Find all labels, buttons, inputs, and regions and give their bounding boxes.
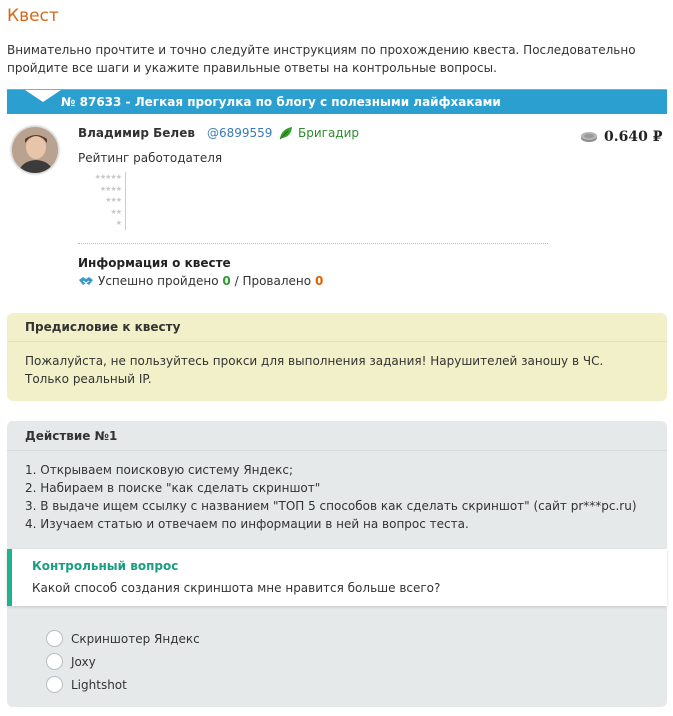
action-step: 2. Набираем в поиске "как сделать скриншот": [25, 481, 321, 495]
action-step: 4. Изучаем статью и отвечаем по информации в ней на вопрос теста.: [25, 517, 469, 531]
star-row-1: ★: [115, 219, 121, 227]
quest-title-bar: [7, 89, 667, 114]
leaf-icon: [278, 125, 294, 141]
radio-button[interactable]: [46, 676, 63, 693]
divider: [78, 243, 548, 244]
action-title: Действие №1: [25, 429, 118, 443]
radio-button[interactable]: [46, 653, 63, 670]
action-step: 3. В выдаче ищем ссылку с названием "ТОП 5 способов как сделать скриншот" (сайт pr***pc.ru): [25, 499, 637, 513]
avatar[interactable]: [11, 126, 59, 174]
page-title: Квест: [7, 6, 59, 26]
answer-option-joxy[interactable]: [46, 650, 200, 673]
quest-price: 0.640 ₽: [604, 129, 663, 145]
preface-divider: [7, 341, 667, 342]
passed-count: 0: [222, 274, 231, 288]
star-row-5: ★★★★★: [94, 173, 121, 181]
failed-label: Провалено: [242, 274, 312, 288]
avatar-image: [12, 127, 59, 174]
option-label: Lightshot: [71, 677, 127, 692]
control-question: [7, 549, 667, 606]
author-rank: Бригадир: [298, 126, 360, 140]
rating-label: Рейтинг работодателя: [78, 151, 223, 165]
author-name[interactable]: Владимир Белев: [78, 126, 195, 140]
answer-option-yandex[interactable]: [46, 627, 200, 650]
option-label: Скриншотер Яндекс: [71, 631, 200, 646]
author-handle[interactable]: @6899559: [207, 126, 273, 140]
quest-stats: [78, 274, 323, 288]
preface-title: Предисловие к квесту: [25, 320, 181, 334]
preface-panel: [7, 313, 667, 401]
failed-count: 0: [314, 274, 324, 288]
question-text: Какой способ создания скриншота мне нравится больше всего?: [32, 581, 441, 595]
star-row-3: ★★★: [105, 196, 121, 204]
info-title: Информация о квесте: [78, 256, 231, 270]
coin-icon: [580, 131, 598, 143]
option-label: Joxy: [71, 654, 96, 669]
preface-text: Пожалуйста, не пользуйтесь прокси для выполнения задания! Нарушителей заношу в ЧС. Только реальный IP.: [25, 354, 604, 386]
radio-button[interactable]: [46, 630, 63, 647]
answer-options: [46, 627, 200, 696]
passed-label: Успешно пройдено: [98, 274, 219, 288]
answer-option-lightshot[interactable]: [46, 673, 200, 696]
action-step: 1. Открываем поисковую систему Яндекс;: [25, 463, 294, 477]
stats-separator: /: [230, 274, 243, 288]
rating-stars: [78, 172, 126, 230]
intro-text: Внимательно прочтите и точно следуйте инструкциям по прохождению квеста. Последовательно пройдите все шаги и укажите правильные ответы на контрольные вопросы.: [7, 43, 636, 75]
star-row-2: ★★: [110, 207, 121, 216]
question-title: Контрольный вопрос: [32, 559, 179, 573]
action-steps: [25, 461, 655, 533]
bar-notch: [25, 90, 61, 102]
action-divider: [7, 450, 667, 451]
quest-title: № 87633 - Легкая прогулка по блогу с полезными лайфхаками: [61, 95, 501, 109]
star-row-4: ★★★★: [99, 184, 121, 193]
handshake-icon: [78, 275, 94, 287]
